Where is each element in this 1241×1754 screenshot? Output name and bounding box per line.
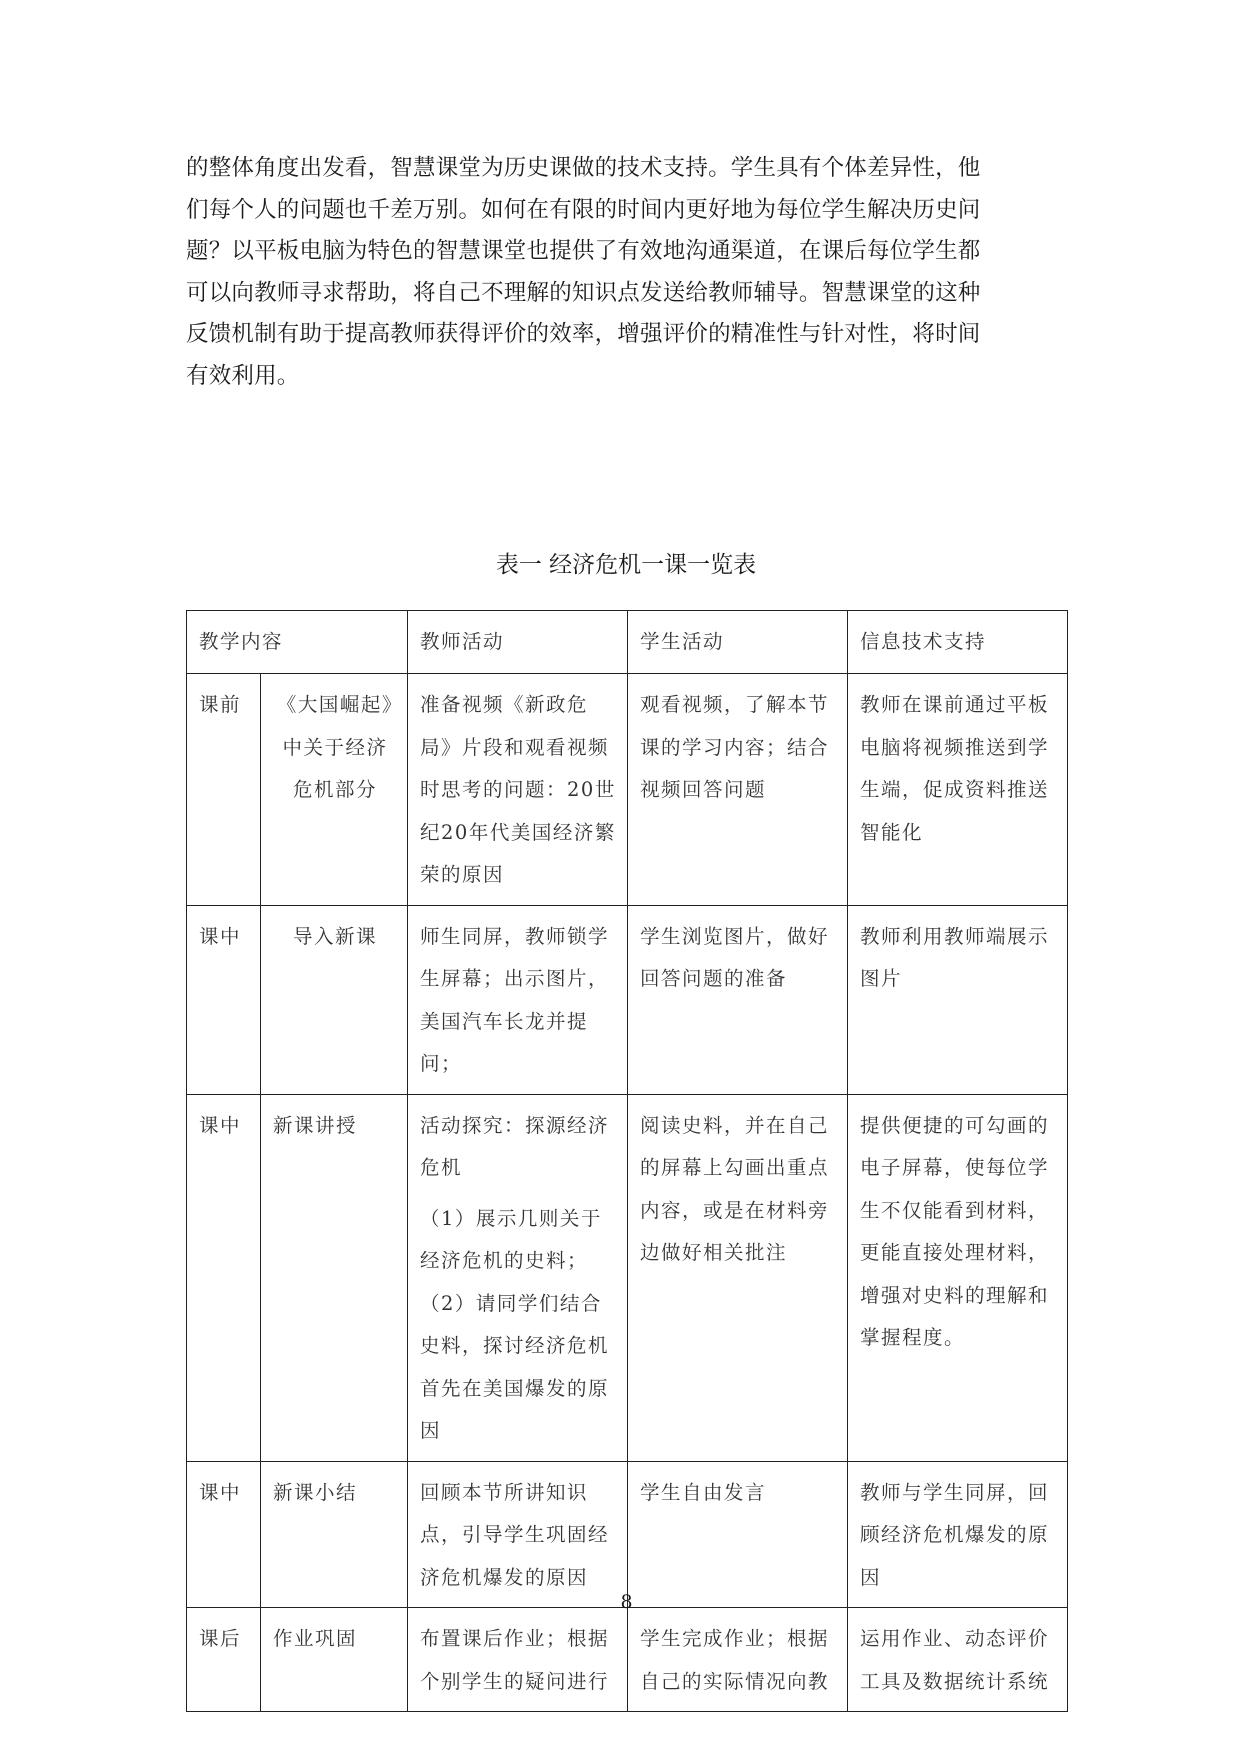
paragraph-line: 反馈机制有助于提高教师获得评价的效率，增强评价的精准性与针对性，将时间 xyxy=(186,321,981,347)
topic-cell: 《大国崛起》中关于经济危机部分 xyxy=(261,674,408,906)
paragraph-line: 的整体角度出发看，智慧课堂为历史课做的技术支持。学生具有个体差异性，他 xyxy=(186,155,981,181)
teacher-activity-cell: 准备视频《新政危局》片段和观看视频时思考的问题：20世纪20年代美国经济繁荣的原因 xyxy=(408,674,628,906)
student-activity-cell: 学生完成作业；根据自己的实际情况向教 xyxy=(628,1608,848,1712)
paragraph-line: 可以向教师寻求帮助，将自己不理解的知识点发送给教师辅导。智慧课堂的这种 xyxy=(186,279,981,306)
teacher-activity-text: 活动探究：探源经济危机 xyxy=(420,1113,610,1179)
stage-cell: 课中 xyxy=(187,1461,261,1608)
header-student-activity: 学生活动 xyxy=(628,611,848,674)
student-activity-cell: 学生浏览图片，做好回答问题的准备 xyxy=(628,905,848,1094)
header-teacher-activity: 教师活动 xyxy=(408,611,628,674)
body-paragraph xyxy=(186,148,1046,397)
tech-support-cell: 教师利用教师端展示图片 xyxy=(848,905,1068,1094)
paragraph-line: 们每个人的问题也千差万别。如何在有限的时间内更好地为每位学生解决历史问 xyxy=(186,196,981,223)
topic-cell: 作业巩固 xyxy=(261,1608,408,1712)
teacher-activity-cell xyxy=(408,1094,628,1461)
page-number: 8 xyxy=(620,1591,633,1613)
topic-cell: 新课小结 xyxy=(261,1461,408,1608)
student-activity-cell: 学生自由发言 xyxy=(628,1461,848,1608)
stage-cell: 课后 xyxy=(187,1608,261,1712)
student-activity-cell: 阅读史料，并在自己的屏幕上勾画出重点内容，或是在材料旁边做好相关批注 xyxy=(628,1094,848,1461)
table-row xyxy=(187,674,1068,906)
table-row xyxy=(187,1094,1068,1461)
topic-cell: 新课讲授 xyxy=(261,1094,408,1461)
tech-support-cell: 提供便捷的可勾画的电子屏幕，使每位学生不仅能看到材料，更能直接处理材料，增强对史料的理解和掌握程度。 xyxy=(848,1094,1068,1461)
tech-support-cell: 教师在课前通过平板电脑将视频推送到学生端，促成资料推送智能化 xyxy=(848,674,1068,906)
table-header-row xyxy=(187,611,1068,674)
teacher-activity-cell: 回顾本节所讲知识点，引导学生巩固经济危机爆发的原因 xyxy=(408,1461,628,1608)
table-caption: 表一 经济危机一课一览表 xyxy=(495,552,757,578)
paragraph-line: 题？以平板电脑为特色的智慧课堂也提供了有效地沟通渠道，在课后每位学生都 xyxy=(186,238,981,264)
table-row xyxy=(187,1461,1068,1608)
student-activity-cell: 观看视频，了解本节课的学习内容；结合视频回答问题 xyxy=(628,674,848,906)
table-row xyxy=(187,1608,1068,1712)
topic-cell: 导入新课 xyxy=(261,905,408,1094)
stage-cell: 课中 xyxy=(187,905,261,1094)
stage-cell: 课中 xyxy=(187,1094,261,1461)
header-tech-support: 信息技术支持 xyxy=(848,611,1068,674)
teacher-activity-subtext: （1）展示几则关于经济危机的史料；（2）请同学们结合史料，探讨经济危机首先在美国爆发的原因 xyxy=(420,1206,610,1442)
paragraph-line: 有效利用。 xyxy=(186,362,300,389)
stage-cell: 课前 xyxy=(187,674,261,906)
header-teaching-content: 教学内容 xyxy=(187,611,408,674)
table-row xyxy=(187,905,1068,1094)
lesson-overview-table xyxy=(186,610,1068,1712)
tech-support-cell: 运用作业、动态评价工具及数据统计系统 xyxy=(848,1608,1068,1712)
tech-support-cell: 教师与学生同屏，回顾经济危机爆发的原因 xyxy=(848,1461,1068,1608)
teacher-activity-cell: 师生同屏，教师锁学生屏幕；出示图片，美国汽车长龙并提问； xyxy=(408,905,628,1094)
teacher-activity-cell: 布置课后作业；根据个别学生的疑问进行 xyxy=(408,1608,628,1712)
